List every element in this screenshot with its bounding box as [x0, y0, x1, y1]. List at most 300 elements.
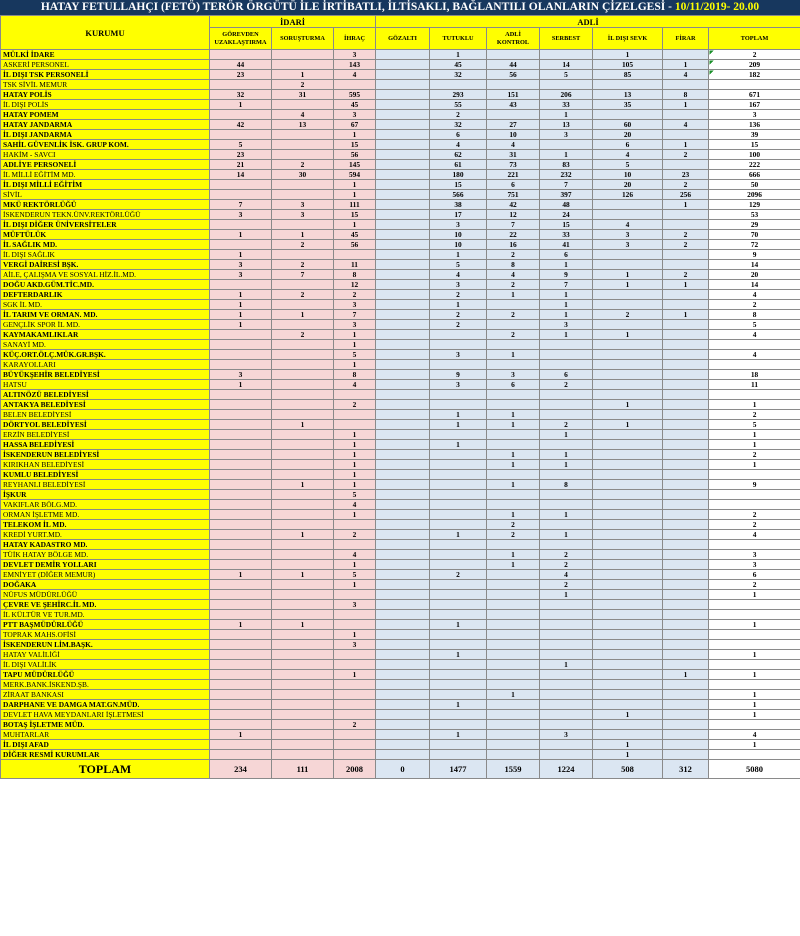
institution-name: MÜLKİ İDARE [1, 50, 210, 60]
value-cell: 4 [593, 150, 663, 160]
value-cell: 1 [272, 70, 334, 80]
value-cell: 2 [430, 310, 487, 320]
value-cell: 1 [272, 480, 334, 490]
value-cell [210, 600, 272, 610]
value-cell [210, 330, 272, 340]
value-cell [487, 730, 540, 740]
value-cell [334, 250, 376, 260]
value-cell: 1 [540, 260, 593, 270]
value-cell [540, 470, 593, 480]
value-cell [210, 750, 272, 760]
value-cell [593, 300, 663, 310]
value-cell: 2 [487, 520, 540, 530]
value-cell: 55 [430, 100, 487, 110]
value-cell: 2 [334, 400, 376, 410]
value-cell [210, 110, 272, 120]
value-cell [663, 620, 709, 630]
value-cell: 1 [430, 700, 487, 710]
value-cell: 4 [663, 120, 709, 130]
value-cell [376, 380, 430, 390]
value-cell [663, 380, 709, 390]
kurum-header: KURUMU [1, 16, 210, 50]
value-cell [487, 390, 540, 400]
value-cell: 6 [487, 180, 540, 190]
value-cell [593, 480, 663, 490]
value-cell [210, 80, 272, 90]
value-cell [210, 590, 272, 600]
value-cell: 1 [487, 690, 540, 700]
institution-name: EMNİYET (DİĞER MEMUR) [1, 570, 210, 580]
value-cell: 1 [709, 460, 800, 470]
table-row [1, 420, 800, 430]
value-cell [272, 150, 334, 160]
institution-name: İL DIŞI JANDARMA [1, 130, 210, 140]
institution-name: HATAY KADASTRO MD. [1, 540, 210, 550]
institution-name: DOĞU AKD.GÜM.TİC.MD. [1, 280, 210, 290]
value-cell: 83 [540, 160, 593, 170]
value-cell: 3 [593, 230, 663, 240]
value-cell: 1 [709, 700, 800, 710]
value-cell: 4 [334, 70, 376, 80]
value-cell [430, 460, 487, 470]
value-cell [709, 660, 800, 670]
value-cell [376, 370, 430, 380]
value-cell: 1 [540, 150, 593, 160]
institution-name: TELEKOM İL MD. [1, 520, 210, 530]
value-cell: 21 [210, 160, 272, 170]
table-row [1, 300, 800, 310]
value-cell [430, 720, 487, 730]
value-cell: 11 [334, 260, 376, 270]
value-cell [334, 690, 376, 700]
value-cell: 20 [593, 180, 663, 190]
value-cell [487, 430, 540, 440]
value-cell [210, 180, 272, 190]
value-cell [376, 80, 430, 90]
value-cell [210, 690, 272, 700]
value-cell: 10 [430, 230, 487, 240]
value-cell [663, 400, 709, 410]
value-cell [376, 440, 430, 450]
value-cell [376, 710, 430, 720]
value-cell: 3 [334, 110, 376, 120]
institution-name: REYHANLI BELEDİYESİ [1, 480, 210, 490]
institution-name: KAYMAKAMLIKLAR [1, 330, 210, 340]
value-cell [709, 540, 800, 550]
value-cell [210, 280, 272, 290]
value-cell [663, 160, 709, 170]
value-cell [663, 440, 709, 450]
value-cell: 17 [430, 210, 487, 220]
value-cell [376, 740, 430, 750]
institution-name: MKÜ REKTÖRLÜĞÜ [1, 200, 210, 210]
value-cell [593, 700, 663, 710]
value-cell: 2 [334, 530, 376, 540]
value-cell: 1 [334, 440, 376, 450]
value-cell [663, 410, 709, 420]
value-cell [430, 640, 487, 650]
value-cell: 1 [272, 570, 334, 580]
value-cell: 1 [487, 510, 540, 520]
total-cell: 111 [272, 760, 334, 779]
institution-name: KREDİ YURT.MD. [1, 530, 210, 540]
value-cell [540, 490, 593, 500]
value-cell [593, 720, 663, 730]
value-cell: 1 [663, 140, 709, 150]
value-cell: 45 [430, 60, 487, 70]
value-cell [593, 110, 663, 120]
value-cell [430, 560, 487, 570]
value-cell: 594 [334, 170, 376, 180]
value-cell [272, 370, 334, 380]
value-cell [210, 650, 272, 660]
value-cell [593, 560, 663, 570]
value-cell: 1 [430, 620, 487, 630]
table-row [1, 560, 800, 570]
table-row [1, 50, 800, 60]
value-cell [540, 630, 593, 640]
value-cell [334, 610, 376, 620]
total-cell: 2008 [334, 760, 376, 779]
table-row [1, 390, 800, 400]
value-cell [709, 630, 800, 640]
value-cell: 671 [709, 90, 800, 100]
institution-name: TÜİK HATAY BÖLGE MD. [1, 550, 210, 560]
value-cell [210, 560, 272, 570]
value-cell [709, 600, 800, 610]
value-cell [376, 100, 430, 110]
institution-name: TOPRAK MAHS.OFİSİ [1, 630, 210, 640]
value-cell [540, 50, 593, 60]
value-cell [593, 460, 663, 470]
value-cell [272, 250, 334, 260]
value-cell [593, 510, 663, 520]
table-row [1, 500, 800, 510]
value-cell [376, 490, 430, 500]
value-cell [663, 290, 709, 300]
value-cell [376, 330, 430, 340]
value-cell [334, 420, 376, 430]
value-cell: 85 [593, 70, 663, 80]
value-cell: 105 [593, 60, 663, 70]
institution-name: ÇEVRE VE ŞEHİRC.İL MD. [1, 600, 210, 610]
column-header: İL DIŞI SEVK [593, 28, 663, 50]
value-cell: 8 [663, 90, 709, 100]
value-cell [376, 650, 430, 660]
value-cell [430, 470, 487, 480]
value-cell [430, 750, 487, 760]
value-cell: 1 [540, 510, 593, 520]
value-cell [663, 490, 709, 500]
totals-row [1, 760, 800, 779]
value-cell [593, 80, 663, 90]
institution-name: KÜÇ.ORT.ÖLÇ.MÜK.GR.BŞK. [1, 350, 210, 360]
value-cell [540, 650, 593, 660]
value-cell [663, 500, 709, 510]
value-cell [709, 360, 800, 370]
value-cell [376, 630, 430, 640]
value-cell: 10 [487, 130, 540, 140]
value-cell [593, 250, 663, 260]
value-cell [487, 440, 540, 450]
value-cell: 9 [709, 250, 800, 260]
value-cell [487, 360, 540, 370]
institution-name: DOĞAKA [1, 580, 210, 590]
value-cell: 1 [540, 430, 593, 440]
value-cell: 1 [334, 460, 376, 470]
table-row [1, 130, 800, 140]
value-cell [272, 730, 334, 740]
value-cell [487, 500, 540, 510]
value-cell [272, 340, 334, 350]
value-cell: 6 [540, 250, 593, 260]
value-cell [540, 400, 593, 410]
value-cell [376, 600, 430, 610]
value-cell [376, 210, 430, 220]
value-cell [663, 330, 709, 340]
value-cell: 3 [540, 320, 593, 330]
institution-name: KUMLU BELEDİYESİ [1, 470, 210, 480]
value-cell [376, 450, 430, 460]
value-cell: 4 [709, 290, 800, 300]
value-cell [663, 630, 709, 640]
value-cell [540, 670, 593, 680]
table-row [1, 690, 800, 700]
value-cell: 42 [487, 200, 540, 210]
value-cell: 2 [272, 240, 334, 250]
table-row [1, 270, 800, 280]
value-cell: 2 [487, 530, 540, 540]
value-cell [210, 430, 272, 440]
value-cell: 4 [540, 570, 593, 580]
value-cell: 15 [540, 220, 593, 230]
column-header: TUTUKLU [430, 28, 487, 50]
value-cell: 293 [430, 90, 487, 100]
value-cell: 1 [487, 410, 540, 420]
value-cell: 3 [334, 640, 376, 650]
institution-name: İL DIŞI POLİS [1, 100, 210, 110]
value-cell [272, 610, 334, 620]
value-cell [376, 250, 430, 260]
table-row [1, 460, 800, 470]
value-cell [430, 340, 487, 350]
value-cell [487, 50, 540, 60]
value-cell [709, 720, 800, 730]
table-row [1, 640, 800, 650]
value-cell [376, 90, 430, 100]
value-cell [593, 620, 663, 630]
value-cell [272, 130, 334, 140]
table-row [1, 190, 800, 200]
table-row [1, 60, 800, 70]
value-cell: 4 [272, 110, 334, 120]
column-header: ADLİ KONTROL [487, 28, 540, 50]
value-cell: 3 [334, 320, 376, 330]
value-cell: 2 [272, 290, 334, 300]
value-cell: 3 [210, 210, 272, 220]
value-cell [272, 470, 334, 480]
value-cell [376, 510, 430, 520]
total-cell: 508 [593, 760, 663, 779]
value-cell [593, 430, 663, 440]
value-cell [663, 80, 709, 90]
value-cell: 2 [272, 160, 334, 170]
value-cell [593, 680, 663, 690]
value-cell: 2 [334, 290, 376, 300]
value-cell [709, 80, 800, 90]
value-cell: 13 [593, 90, 663, 100]
value-cell: 1 [334, 630, 376, 640]
institution-name: AİLE, ÇALIŞMA VE SOSYAL HİZ.İL.MD. [1, 270, 210, 280]
value-cell: 60 [593, 120, 663, 130]
value-cell: 35 [593, 100, 663, 110]
table-row [1, 260, 800, 270]
value-cell [593, 470, 663, 480]
value-cell: 2 [540, 550, 593, 560]
value-cell [272, 300, 334, 310]
value-cell [593, 730, 663, 740]
value-cell: 2 [487, 310, 540, 320]
value-cell [663, 740, 709, 750]
value-cell [487, 110, 540, 120]
value-cell: 1 [210, 290, 272, 300]
table-row [1, 450, 800, 460]
value-cell: 72 [709, 240, 800, 250]
value-cell: 3 [430, 220, 487, 230]
value-cell: 3 [487, 370, 540, 380]
value-cell [709, 490, 800, 500]
value-cell [376, 120, 430, 130]
value-cell [663, 650, 709, 660]
institution-name: NÜFUS MÜDÜRLÜĞÜ [1, 590, 210, 600]
institution-name: İL DIŞI VALİLİK [1, 660, 210, 670]
value-cell [540, 80, 593, 90]
value-cell [540, 700, 593, 710]
value-cell: 256 [663, 190, 709, 200]
value-cell: 7 [487, 220, 540, 230]
value-cell [272, 680, 334, 690]
value-cell [210, 50, 272, 60]
value-cell: 22 [487, 230, 540, 240]
value-cell [593, 520, 663, 530]
value-cell [593, 290, 663, 300]
value-cell [272, 490, 334, 500]
value-cell: 50 [709, 180, 800, 190]
value-cell: 1 [272, 310, 334, 320]
value-cell [540, 140, 593, 150]
table-row [1, 580, 800, 590]
value-cell: 100 [709, 150, 800, 160]
value-cell: 20 [593, 130, 663, 140]
institution-name: DÖRTYOL BELEDİYESİ [1, 420, 210, 430]
value-cell: 42 [210, 120, 272, 130]
value-cell [210, 700, 272, 710]
value-cell: 6 [487, 380, 540, 390]
value-cell [376, 360, 430, 370]
value-cell [334, 390, 376, 400]
value-cell [430, 80, 487, 90]
total-cell: 234 [210, 760, 272, 779]
value-cell [663, 260, 709, 270]
value-cell: 4 [334, 380, 376, 390]
value-cell [663, 420, 709, 430]
value-cell: 33 [540, 100, 593, 110]
value-cell: 7 [540, 180, 593, 190]
value-cell: 1 [540, 660, 593, 670]
value-cell [663, 540, 709, 550]
value-cell [709, 390, 800, 400]
value-cell: 39 [709, 130, 800, 140]
table-row [1, 470, 800, 480]
value-cell [540, 620, 593, 630]
value-cell [210, 630, 272, 640]
value-cell [540, 680, 593, 690]
table-row [1, 600, 800, 610]
value-cell: 8 [487, 260, 540, 270]
table-row [1, 70, 800, 80]
value-cell [663, 360, 709, 370]
institution-name: HATAY POMEM [1, 110, 210, 120]
value-cell [376, 400, 430, 410]
institution-name: SİVİL [1, 190, 210, 200]
value-cell: 2 [430, 320, 487, 330]
value-cell [376, 190, 430, 200]
value-cell [593, 630, 663, 640]
value-cell [487, 80, 540, 90]
value-cell: 2 [540, 580, 593, 590]
value-cell [272, 710, 334, 720]
value-cell [430, 450, 487, 460]
value-cell: 32 [210, 90, 272, 100]
value-cell: 4 [430, 140, 487, 150]
value-cell: 143 [334, 60, 376, 70]
value-cell [210, 340, 272, 350]
value-cell [430, 630, 487, 640]
value-cell [709, 610, 800, 620]
value-cell: 16 [487, 240, 540, 250]
value-cell [272, 560, 334, 570]
value-cell [376, 140, 430, 150]
table-row [1, 490, 800, 500]
value-cell: 23 [210, 70, 272, 80]
value-cell: 126 [593, 190, 663, 200]
value-cell: 1 [709, 430, 800, 440]
value-cell [272, 660, 334, 670]
institution-name: SANAYİ MD. [1, 340, 210, 350]
value-cell: 595 [334, 90, 376, 100]
value-cell: 1 [430, 440, 487, 450]
value-cell: 8 [709, 310, 800, 320]
value-cell [540, 390, 593, 400]
column-header: İHRAÇ [334, 28, 376, 50]
value-cell: 3 [210, 370, 272, 380]
value-cell [709, 750, 800, 760]
table-row [1, 330, 800, 340]
value-cell: 1 [593, 270, 663, 280]
value-cell [663, 590, 709, 600]
value-cell [334, 540, 376, 550]
value-cell: 4 [334, 500, 376, 510]
value-cell [540, 720, 593, 730]
value-cell [376, 500, 430, 510]
value-cell [376, 130, 430, 140]
value-cell: 3 [430, 380, 487, 390]
value-cell [540, 520, 593, 530]
value-cell [334, 750, 376, 760]
value-cell [376, 580, 430, 590]
value-cell: 1 [210, 570, 272, 580]
institution-name: İL DIŞI TSK PERSONELİ [1, 70, 210, 80]
